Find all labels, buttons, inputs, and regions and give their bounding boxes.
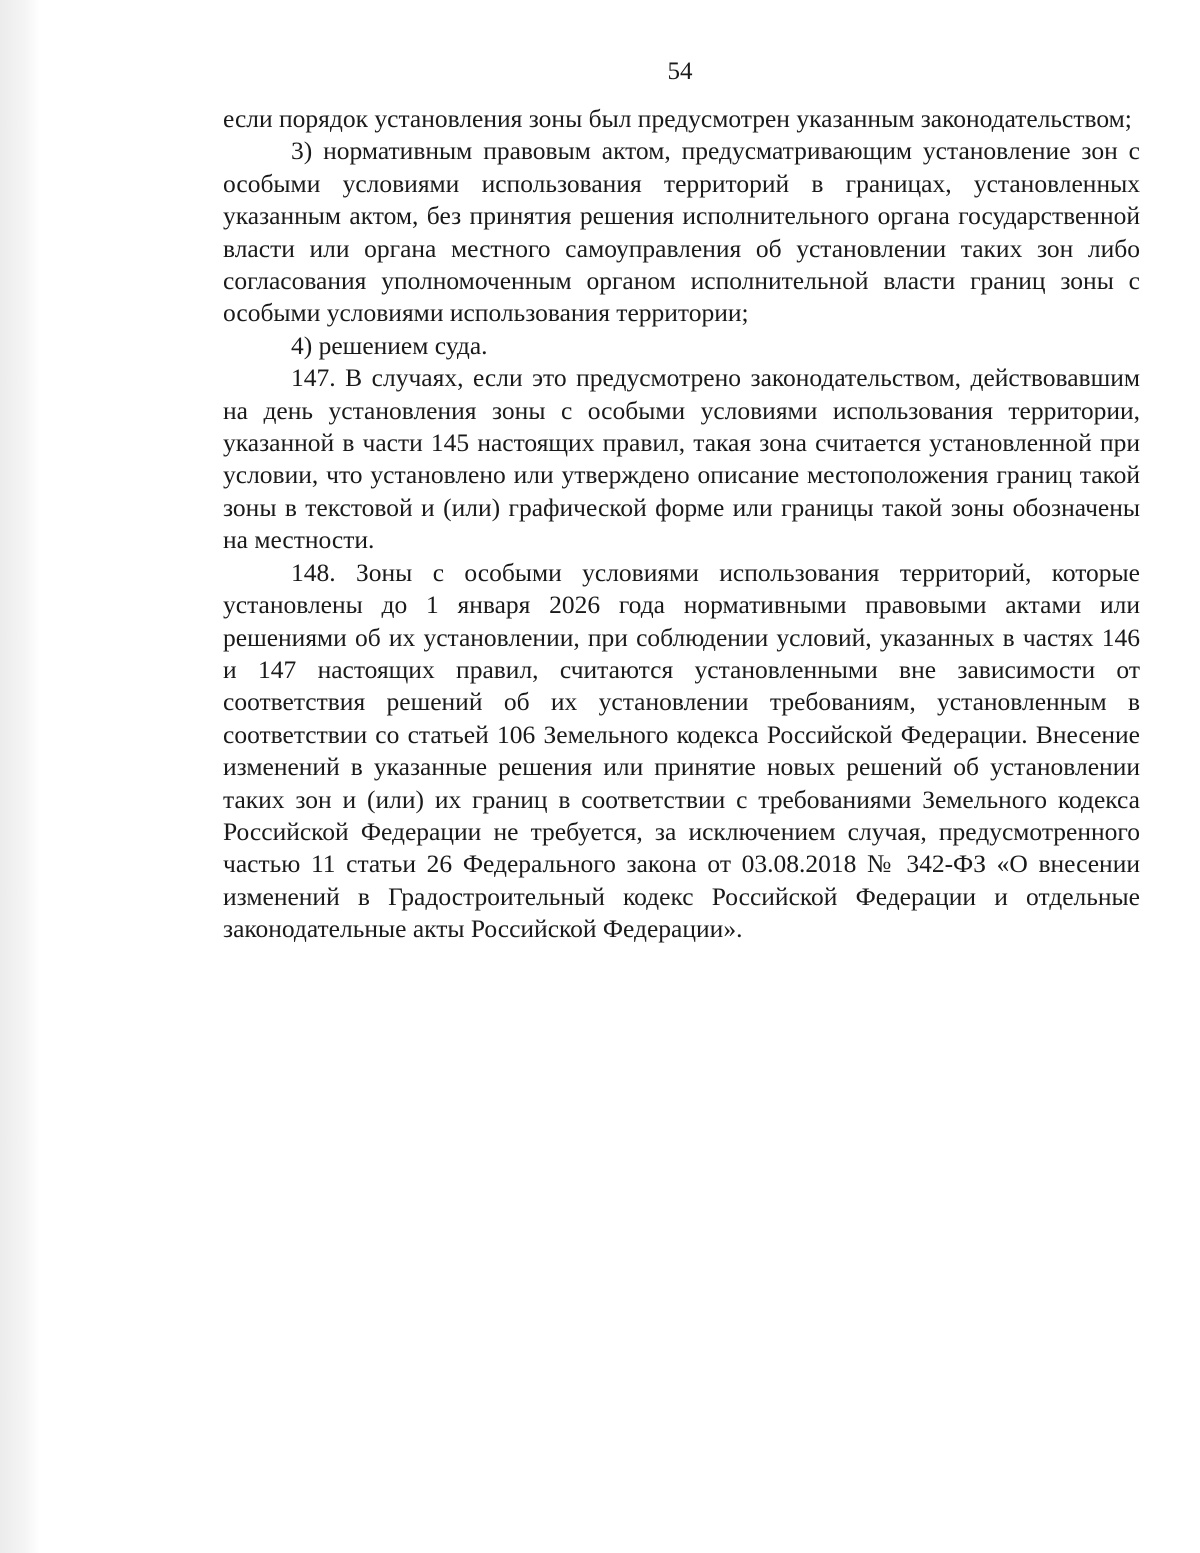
page-number: 54	[667, 58, 693, 85]
paragraph-continuation: если порядок установления зоны был предусмотрен указанным законодательством;	[223, 104, 1132, 133]
scan-edge-shadow	[0, 0, 40, 1553]
paragraph-item-4: 4) решением суда.	[291, 330, 488, 360]
paragraph-148: 148. Зоны с особыми условиями использования территорий, которые установлены до 1 января 2026 года нормативными правовыми актами или решениями об их установлении, при соблюдении условий, указанных в частях 146 и 147 настоящих правил, считаются установленными вне зависимости от соответствия решений об их установлении требованиям, установленным в соответствии со статьей 106 Земельного кодекса Российской Федерации. Внесение изменений в указанные решения или принятие новых решений об установлении таких зон и (или) их границ в соответствии с требованиями Земельного кодекса Российской Федерации не требуется, за исключением случая, предусмотренного частью 11 статьи 26 Федерального закона от 03.08.2018 № 342-ФЗ «О внесении изменений в Градостроительный кодекс Российской Федерации и отдельные законодательные акты Российской Федерации».	[223, 557, 1140, 944]
document-body	[223, 103, 1140, 946]
paragraph-147: 147. В случаях, если это предусмотрено законодательством, действовавшим на день установления зоны с особыми условиями использования территории, указанной в части 145 настоящих правил, такая зона считается установленной при условии, что установлено или утверждено описание местоположения границ такой зоны в текстовой и (или) графической форме или границы такой зоны обозначены на местности.	[223, 363, 1140, 555]
paragraph-item-3: 3) нормативным правовым актом, предусматривающим установление зон с особыми условиями использования территорий в границах, установленных указанным актом, без принятия решения исполнительного органа государственной власти или органа местного самоуправления об установлении таких зон либо согласования уполномоченным органом исполнительной власти границ зоны с особыми условиями использования территории;	[223, 136, 1140, 328]
